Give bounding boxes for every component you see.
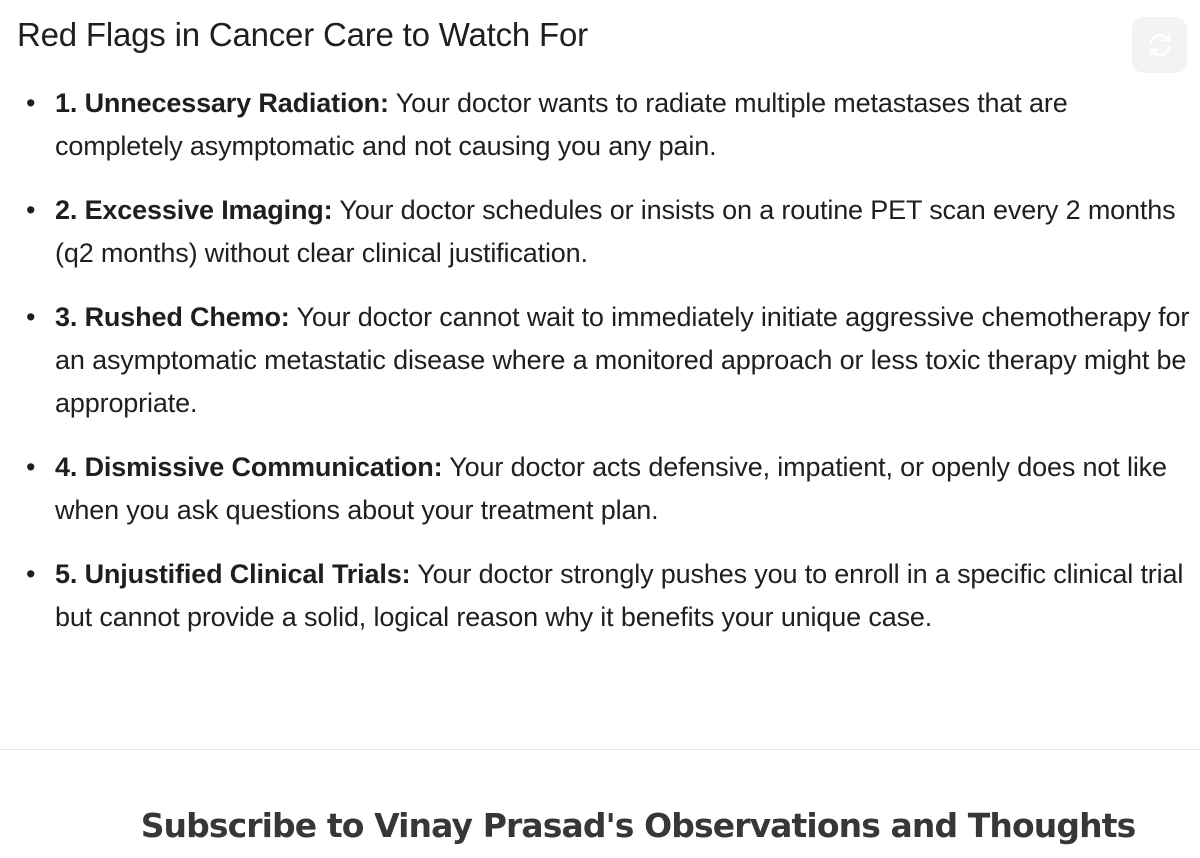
flag-term: 1. Unnecessary Radiation: (55, 88, 389, 118)
refresh-button[interactable] (1132, 17, 1187, 73)
bullet: • (26, 559, 36, 589)
subscribe-title: Subscribe to Vinay Prasad's Observations and Thoughts (140, 806, 1136, 845)
list-item (0, 82, 1200, 168)
flag-text: Your doctor acts defensive, impatient, or openly does not like when you ask questions about your treatment plan. (55, 452, 1167, 525)
flag-term: 3. Rushed Chemo: (55, 302, 290, 332)
response-heading: Red Flags in Cancer Care to Watch For (17, 16, 588, 53)
flag-text: Your doctor cannot wait to immediately initiate aggressive chemotherapy for an asymptomatic metastatic disease where a monitored approach or less toxic therapy might be appropriate. (55, 302, 1190, 418)
section-divider (0, 749, 1200, 750)
red-flags-list (0, 82, 1200, 660)
flag-term: 5. Unjustified Clinical Trials: (55, 559, 411, 589)
list-item (0, 296, 1200, 425)
flag-text: Your doctor strongly pushes you to enroll in a specific clinical trial but cannot provide a solid, logical reason why it benefits your unique case. (55, 559, 1184, 632)
list-item (0, 446, 1200, 532)
list-item (0, 553, 1200, 639)
refresh-icon (1145, 30, 1175, 60)
bullet: • (26, 195, 36, 225)
list-item (0, 189, 1200, 275)
flag-text: Your doctor wants to radiate multiple metastases that are completely asymptomatic and not causing you any pain. (55, 88, 1068, 161)
bullet: • (26, 452, 36, 482)
bullet: • (26, 88, 36, 118)
flag-term: 4. Dismissive Communication: (55, 452, 443, 482)
bullet: • (26, 302, 36, 332)
flag-term: 2. Excessive Imaging: (55, 195, 333, 225)
flag-text: Your doctor schedules or insists on a routine PET scan every 2 months (q2 months) without clear clinical justification. (55, 195, 1176, 268)
